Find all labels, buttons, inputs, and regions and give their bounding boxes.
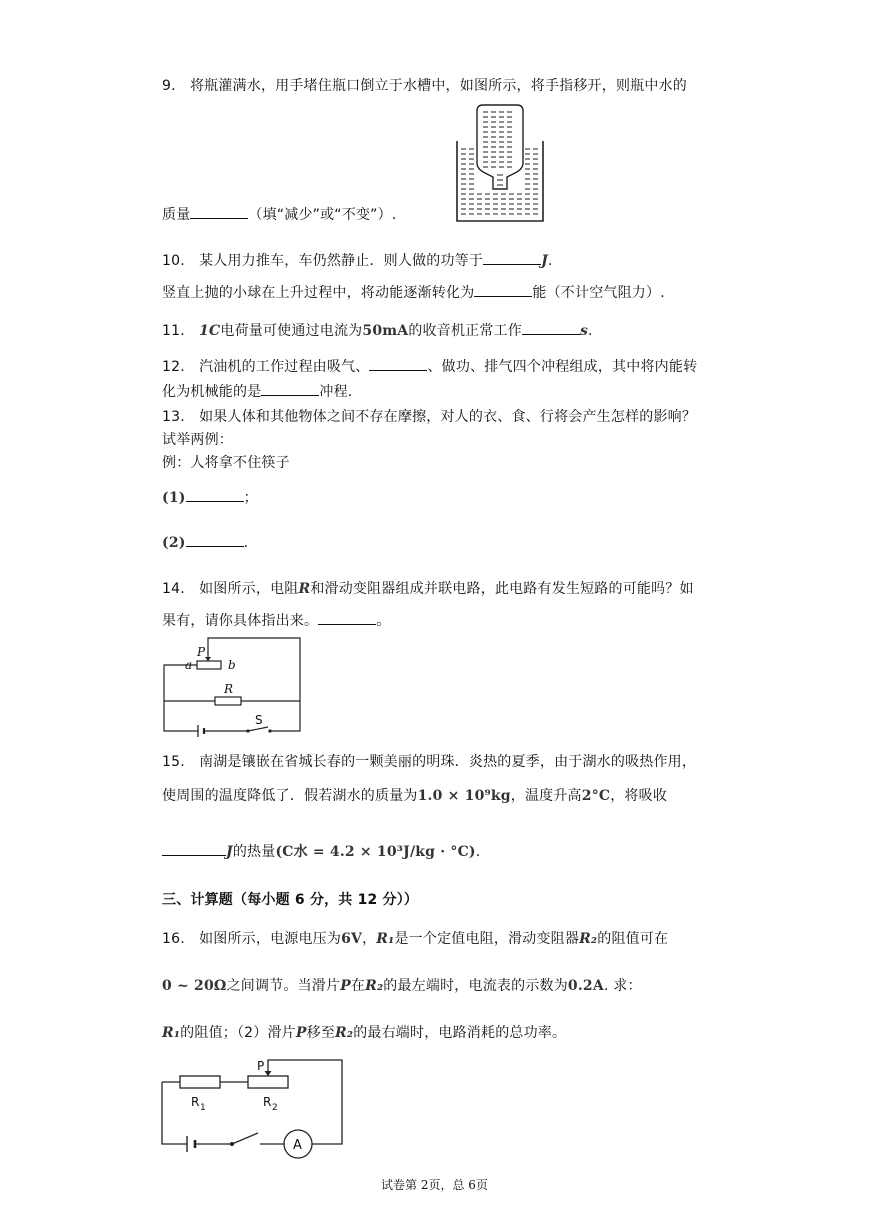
rheostat bbox=[197, 661, 221, 669]
q9-answer-blank[interactable] bbox=[190, 206, 248, 219]
q15-period: . bbox=[475, 844, 481, 860]
q16-voltage: 6V bbox=[341, 931, 363, 947]
q11-mid: 电荷量可使通过电流为 bbox=[220, 323, 363, 339]
q14-fig-label-s: S bbox=[255, 713, 263, 727]
q11-current: 50mA bbox=[362, 323, 409, 339]
q9-text-line2 bbox=[162, 206, 396, 224]
q15-line2: 使周围的温度降低了．假若湖水的质量为 bbox=[162, 788, 418, 804]
q16-line2-at: 在 bbox=[350, 978, 366, 994]
q16-line3-mid: 移至 bbox=[306, 1025, 336, 1041]
q14-text-line1 bbox=[162, 580, 694, 598]
q16-line2-end: . 求： bbox=[603, 978, 642, 994]
q16-fig-label-r1: R bbox=[191, 1095, 200, 1109]
q14-fig-label-p: P bbox=[197, 645, 206, 659]
q10-unit-j: J bbox=[541, 253, 548, 269]
q16-line3-end: 的最右端时，电路消耗的总功率。 bbox=[353, 1025, 567, 1041]
q16-current: 0.2A bbox=[567, 978, 604, 994]
q16-fig-label-r2-sub: 2 bbox=[272, 1103, 278, 1113]
q14-question: 14. 如图所示，电阻 bbox=[162, 581, 299, 597]
q13-item1 bbox=[162, 489, 258, 507]
q14-fig-label-a: a bbox=[185, 658, 193, 672]
q10-work-blank[interactable] bbox=[483, 252, 541, 265]
q15-line2-mid: ，温度升高 bbox=[510, 788, 582, 804]
q9-instruction: （填“减少”或“不变”）. bbox=[248, 207, 397, 223]
q16-fig-label-r1-sub: 1 bbox=[200, 1103, 206, 1113]
q10-text-line2 bbox=[162, 284, 665, 302]
q14-text-line2 bbox=[162, 612, 390, 630]
q13-item1-label: (1) bbox=[162, 490, 186, 506]
q16-line2-mid: 的最左端时，电流表的示数为 bbox=[383, 978, 568, 994]
q16-line3: 的阻值；（2）滑片 bbox=[180, 1025, 296, 1041]
q16-r2-c: R₂ bbox=[335, 1025, 354, 1041]
q10-energy-suffix: 能（不计空气阻力）. bbox=[532, 285, 665, 301]
q12-line2: 化为机械能的是 bbox=[162, 384, 262, 400]
q14-question-cont: 和滑动变阻器组成并联电路，此电路有发生短路的可能吗？如 bbox=[310, 581, 694, 597]
q12-stroke-blank[interactable] bbox=[369, 358, 427, 371]
q16-line1-end: 的阻值可在 bbox=[597, 931, 669, 947]
q14-circuit-diagram bbox=[160, 634, 305, 746]
q13-item2-label: (2) bbox=[162, 535, 186, 551]
q12-energy-stroke-blank[interactable] bbox=[261, 383, 319, 396]
q14-fig-label-b: b bbox=[228, 658, 236, 672]
q14-resistor-r: R bbox=[298, 581, 311, 597]
q12-line2-end: 冲程. bbox=[319, 384, 353, 400]
q16-comma: ， bbox=[362, 931, 377, 947]
q12-question: 12. 汽油机的工作过程由吸气、 bbox=[162, 359, 370, 375]
q11-unit-s: s bbox=[579, 323, 589, 339]
q15-specific-heat: (C水 = 4.2 × 10³J/kg · °C) bbox=[275, 844, 476, 860]
q11-charge: 1C bbox=[199, 323, 221, 339]
q11-text bbox=[162, 322, 593, 340]
q13-item2-end: . bbox=[243, 535, 249, 551]
q16-r1: R₁ bbox=[376, 931, 395, 947]
q15-temperature: 2°C bbox=[581, 788, 611, 804]
q16-fig-label-r2: R bbox=[263, 1095, 272, 1109]
q9-mass-label: 质量 bbox=[162, 207, 191, 223]
q16-fig-label-a: A bbox=[293, 1138, 302, 1153]
q9-text-line1: 9. 将瓶灌满水，用手堵住瓶口倒立于水槽中，如图所示，将手指移开，则瓶中水的 bbox=[162, 78, 687, 94]
q15-text-line2 bbox=[162, 787, 667, 805]
rheostat-r2 bbox=[248, 1076, 288, 1088]
q11-number: 11. bbox=[162, 323, 185, 339]
q16-slider-p-b: P bbox=[295, 1025, 307, 1041]
q14-line2: 果有，请你具体指出来。 bbox=[162, 613, 319, 629]
q11-tail: 的收音机正常工作 bbox=[408, 323, 522, 339]
q13-text-line2: 试举两例： bbox=[162, 432, 233, 448]
q10-ball-question: 竖直上抛的小球在上升过程中，将动能逐渐转化为 bbox=[162, 285, 475, 301]
bottle-in-tank-figure bbox=[455, 103, 545, 223]
q16-text-line3 bbox=[162, 1024, 566, 1042]
q16-r2: R₂ bbox=[579, 931, 598, 947]
q16-range: 0 ~ 20Ω bbox=[162, 978, 227, 994]
q12-question-cont: 、做功、排气四个冲程组成，其中将内能转 bbox=[427, 359, 698, 375]
q16-slider-p: P bbox=[340, 978, 351, 994]
q11-time-blank[interactable] bbox=[522, 322, 580, 335]
q13-example: 例：人将拿不住筷子 bbox=[162, 455, 290, 471]
q15-mass: 1.0 × 10⁹kg bbox=[417, 788, 511, 804]
q16-r1-b: R₁ bbox=[162, 1025, 181, 1041]
q16-line1-mid: 是一个定值电阻，滑动变阻器 bbox=[394, 931, 580, 947]
q15-line2-end: ，将吸收 bbox=[610, 788, 668, 804]
q16-text-line1 bbox=[162, 930, 668, 948]
q15-heat-label: 的热量 bbox=[232, 844, 276, 860]
resistor-r1 bbox=[180, 1076, 220, 1088]
q14-fig-label-r: R bbox=[224, 682, 234, 696]
q10-energy-blank[interactable] bbox=[474, 284, 532, 297]
resistor-r bbox=[215, 697, 241, 705]
q13-item2 bbox=[162, 534, 248, 552]
q14-answer-blank[interactable] bbox=[318, 612, 376, 625]
q13-item1-end: ； bbox=[243, 490, 258, 506]
q10-text-line1 bbox=[162, 252, 553, 270]
q10-period: . bbox=[547, 253, 553, 269]
q13-item2-blank[interactable] bbox=[186, 534, 244, 547]
q10-question: 10. 某人用力推车，车仍然静止．则人做的功等于 bbox=[162, 253, 484, 269]
q14-line2-end: 。 bbox=[376, 613, 391, 629]
q16-r2-b: R₂ bbox=[365, 978, 384, 994]
q13-text-line1: 13. 如果人体和其他物体之间不存在摩擦，对人的衣、食、行将会产生怎样的影响？ bbox=[162, 409, 697, 425]
q12-text-line2 bbox=[162, 383, 352, 401]
q16-text-line2 bbox=[162, 977, 642, 995]
q15-heat-blank[interactable] bbox=[162, 843, 226, 856]
q16-line2: 之间调节。当滑片 bbox=[226, 978, 341, 994]
page-footer: 试卷第 2页，总 6页 bbox=[381, 1178, 488, 1192]
q16-circuit-diagram bbox=[160, 1056, 346, 1164]
q16-question: 16. 如图所示，电源电压为 bbox=[162, 931, 342, 947]
section-3-heading: 三、计算题（每小题 6 分，共 12 分）） bbox=[162, 892, 419, 908]
q15-text-line1: 15. 南湖是镶嵌在省城长春的一颗美丽的明珠．炎热的夏季，由于湖水的吸热作用， bbox=[162, 754, 697, 770]
q15-unit-j: J bbox=[226, 844, 233, 860]
q12-text-line1 bbox=[162, 358, 697, 376]
q16-fig-label-p: P bbox=[257, 1059, 265, 1073]
q13-item1-blank[interactable] bbox=[186, 489, 244, 502]
q11-period: . bbox=[588, 323, 593, 339]
q15-text-line3 bbox=[162, 843, 480, 861]
